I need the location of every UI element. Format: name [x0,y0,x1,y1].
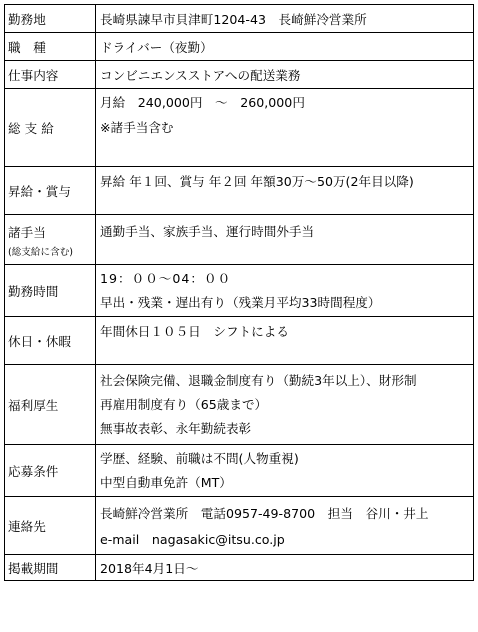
row-working-hours [5,265,474,317]
value-line: 年間休日１０５日 シフトによる [100,324,289,339]
value-total-pay [96,89,474,167]
value-posting-period [96,555,474,581]
label-text: 休日・休暇 [8,334,71,349]
value-benefits [96,365,474,445]
label-text: 連絡先 [8,519,46,534]
row-work-location [5,5,474,33]
label-text: 掲載期間 [8,561,59,576]
label-text: 福利厚生 [8,398,59,413]
label-text: 応募条件 [8,464,59,479]
job-posting-sheet [4,4,474,581]
label-text: 昇給・賞与 [8,184,71,199]
row-requirements [5,445,474,497]
value-line: ※諸手当含む [100,120,174,135]
value-holidays [96,317,474,365]
value-line: 2018年4月1日～ [100,561,199,576]
label-text: 職 種 [8,40,46,55]
value-job-description [96,61,474,89]
label-posting-period [5,555,96,581]
label-subtext: (総支給に含む) [8,246,74,258]
row-contact [5,497,474,555]
value-work-location [96,5,474,33]
label-allowances [5,215,96,265]
value-job-type [96,33,474,61]
label-working-hours [5,265,96,317]
label-total-pay [5,89,96,167]
row-job-type [5,33,474,61]
value-line: 中型自動車免許（MT） [100,475,232,490]
value-line: 学歴、経験、前職は不問(人物重視) [100,451,299,466]
row-posting-period [5,555,474,581]
value-line: e-mail nagasakic@itsu.co.jp [100,532,285,547]
label-text: 勤務時間 [8,284,59,299]
job-posting-table [4,4,474,581]
value-line: 社会保険完備、退職金制度有り（勤続3年以上）、財形制 [100,373,417,388]
value-line: 早出・残業・遅出有り（残業月平均33時間程度） [100,295,381,310]
value-line: 通勤手当、家族手当、運行時間外手当 [100,224,315,239]
label-raise-bonus [5,167,96,215]
label-text: 総 支 給 [8,121,54,136]
value-requirements [96,445,474,497]
label-job-description [5,61,96,89]
value-line: 長崎県諫早市貝津町1204-43 長崎鮮冷営業所 [100,12,367,27]
value-line: 月給 240,000円 ～ 260,000円 [100,95,305,110]
row-allowances [5,215,474,265]
value-allowances [96,215,474,265]
label-holidays [5,317,96,365]
row-raise-bonus [5,167,474,215]
value-working-hours [96,265,474,317]
label-work-location [5,5,96,33]
value-line: 長崎鮮冷営業所 電話0957-49-8700 担当 谷川・井上 [100,506,429,521]
label-text: 諸手当 [8,224,46,240]
value-raise-bonus [96,167,474,215]
value-line: 無事故表彰、永年勤続表彰 [100,421,252,436]
value-line: 昇給 年１回、賞与 年２回 年額30万～50万(2年目以降) [100,174,414,189]
label-text: 勤務地 [8,12,46,27]
value-contact [96,497,474,555]
value-line: コンビニエンスストアへの配送業務 [100,68,301,83]
label-requirements [5,445,96,497]
row-job-description [5,61,474,89]
label-benefits [5,365,96,445]
row-total-pay [5,89,474,167]
value-line: 再雇用制度有り（65歳まで） [100,397,268,412]
value-line: 19：００～04：００ [100,271,232,286]
label-job-type [5,33,96,61]
label-text: 仕事内容 [8,68,59,83]
label-contact [5,497,96,555]
row-benefits [5,365,474,445]
value-line: ドライバー（夜勤） [100,40,213,55]
row-holidays [5,317,474,365]
